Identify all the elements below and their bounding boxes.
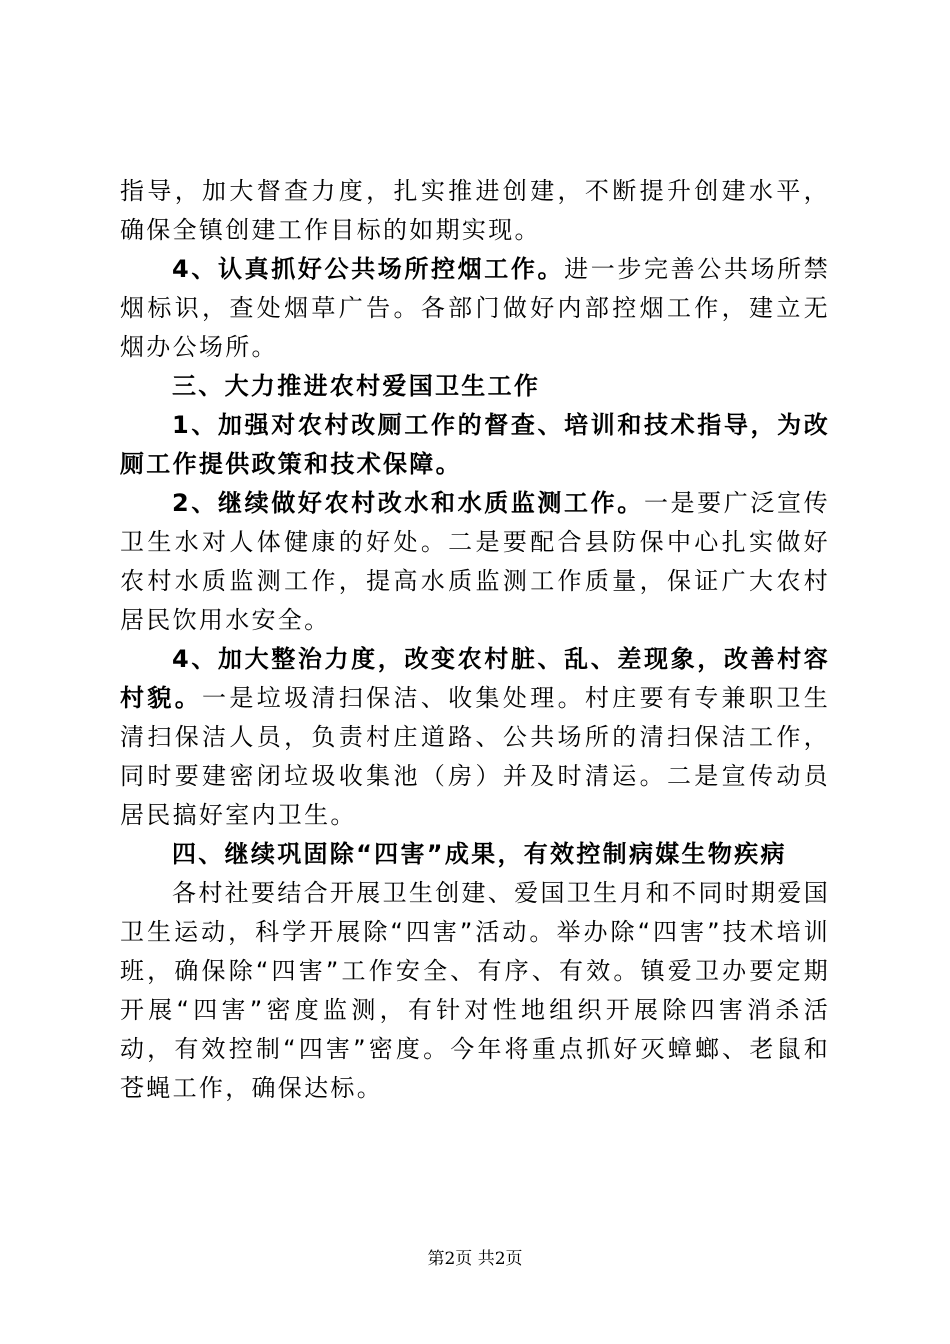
paragraph-1 xyxy=(120,172,830,250)
document-body xyxy=(120,172,830,1108)
section-heading-3-text: 三、大力推进农村爱国卫生工作 xyxy=(172,372,541,400)
paragraph-5-heading: 2、继续做好农村改水和水质监测工作。 xyxy=(172,489,644,517)
paragraph-2-text: 进一步完善公共场所禁烟标识，查处烟草广告。各部门做好内部控烟工作，建立无烟办公场所。 xyxy=(120,255,831,361)
paragraph-4-heading: 1、加强对农村改厕工作的督查、培训和技术指导，为改厕工作提供政策和技术保障。 xyxy=(120,411,830,478)
paragraph-2 xyxy=(120,250,830,367)
paragraph-2-heading: 4、认真抓好公共场所控烟工作。 xyxy=(172,255,565,283)
section-heading-3 xyxy=(120,367,830,406)
paragraph-5 xyxy=(120,484,830,640)
section-heading-4-text: 四、继续巩固除“四害”成果，有效控制病媒生物疾病 xyxy=(172,840,787,868)
paragraph-6-text: 一是垃圾清扫保洁、收集处理。村庄要有专兼职卫生清扫保洁人员，负责村庄道路、公共场所的清扫保洁工作，同时要建密闭垃圾收集池（房）并及时清运。二是宣传动员居民搞好室内卫生。 xyxy=(120,684,830,829)
paragraph-8-text: 各村社要结合开展卫生创建、爱国卫生月和不同时期爱国卫生运动，科学开展除“四害”活动。举办除“四害”技术培训班，确保除“四害”工作安全、有序、有效。镇爱卫办要定期开展“四害”密度监测，有针对性地组织开展除四害消杀活动，有效控制“四害”密度。今年将重点抓好灭蟑螂、老鼠和苍蝇工作，确保达标。 xyxy=(120,879,830,1102)
paragraph-4 xyxy=(120,406,830,484)
page-number-footer: 第2页 共2页 xyxy=(427,1249,523,1269)
paragraph-6 xyxy=(120,640,830,835)
paragraph-1-text: 指导，加大督查力度，扎实推进创建，不断提升创建水平，确保全镇创建工作目标的如期实现。 xyxy=(120,177,830,244)
paragraph-8 xyxy=(120,874,830,1108)
paragraph-6-heading: 4、加大整治力度，改变农村脏、乱、差现象，改善村容村貌。 xyxy=(120,645,830,712)
section-heading-4 xyxy=(120,835,830,874)
paragraph-5-text: 一是要广泛宣传卫生水对人体健康的好处。二是要配合县防保中心扎实做好农村水质监测工作，提高水质监测工作质量，保证广大农村居民饮用水安全。 xyxy=(120,489,830,634)
